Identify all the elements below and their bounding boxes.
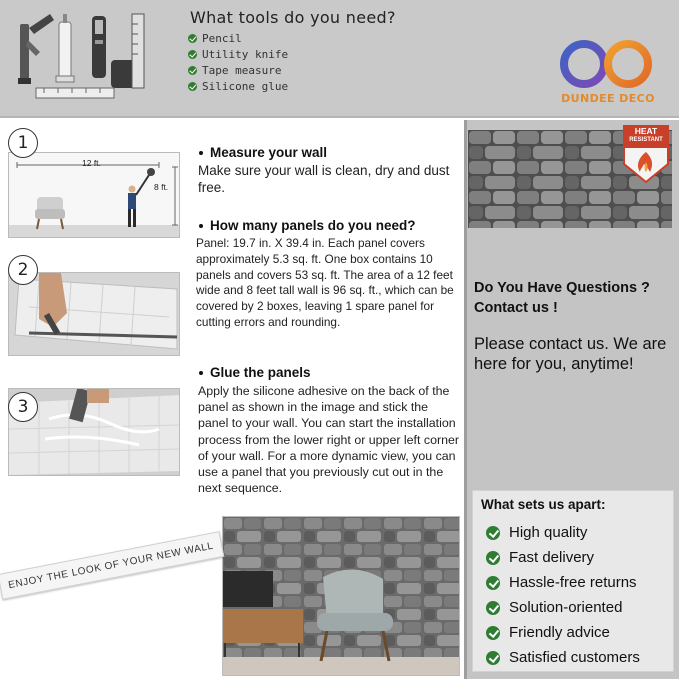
tool-label: Pencil [202, 31, 242, 45]
step-number: 3 [8, 392, 38, 422]
step-title-text: Glue the panels [210, 365, 311, 380]
resistant-label: RESISTANT [629, 137, 663, 143]
list-item [486, 520, 640, 545]
check-icon [486, 651, 500, 665]
logo-mark [552, 20, 664, 92]
step-3-text: Apply the silicone adhesive on the back of the panel as shown in the image and stick the panel to your wall. You can start the installation process from the lower right or upper left corner of your wall. For a more dynamic view, you can use a panel that you previously cut out in the next sequence. [198, 384, 460, 496]
step-1-title [199, 145, 327, 160]
step-number: 2 [8, 255, 38, 285]
tool-label: Tape measure [202, 63, 282, 77]
check-icon [486, 526, 500, 540]
step-title-text: How many panels do you need? [210, 218, 416, 233]
check-icon [188, 66, 197, 75]
heat-label: HEAT [634, 126, 658, 136]
list-item [486, 645, 640, 670]
tool-item [188, 30, 288, 46]
step-2-text: Panel: 19.7 in. X 39.4 in. Each panel covers approximately 5.3 sq. ft. One box contains 10 panels and covers 53 sq. ft. The area of a 12 feet wide and 8 feet tall wall is 96 sq. ft., which can be covered by 2 boxes, leaving 1 spare panel for cutting errors and rounding. [196, 236, 454, 329]
check-icon [188, 34, 197, 43]
step-1-text: Make sure your wall is clean, dry and dust free. [198, 163, 450, 195]
list-item [486, 620, 640, 645]
apart-title: What sets us apart: [481, 497, 606, 512]
tools-heading: What tools do you need? [190, 8, 396, 27]
tool-item [188, 78, 288, 94]
brand-logo [552, 20, 664, 110]
height-label: 8 ft. [154, 182, 169, 192]
check-icon [486, 601, 500, 615]
apart-item-label: Friendly advice [509, 624, 610, 641]
tool-item [188, 46, 288, 62]
tools-illustration [14, 10, 154, 102]
list-item [486, 545, 640, 570]
step-2-title [199, 218, 416, 233]
apart-list [486, 520, 640, 670]
contact-text: Please contact us. We are here for you, anytime! [474, 335, 667, 373]
check-icon [486, 576, 500, 590]
check-icon [486, 626, 500, 640]
step-3-title [199, 365, 311, 380]
apart-item-label: Hassle-free returns [509, 574, 637, 591]
apart-item-label: Satisfied customers [509, 649, 640, 666]
tools-list [188, 30, 288, 94]
check-icon [188, 82, 197, 91]
list-item [486, 570, 640, 595]
step-number: 1 [8, 128, 38, 158]
room-image [222, 516, 460, 676]
step-title-text: Measure your wall [210, 145, 328, 160]
cut-panel-image [8, 272, 180, 356]
bullet-icon [199, 151, 203, 155]
bullet-icon [199, 371, 203, 375]
apart-item-label: Solution-oriented [509, 599, 623, 616]
check-icon [188, 50, 197, 59]
contact-heading: Do You Have Questions ? Contact us ! [474, 280, 650, 316]
tool-item [188, 62, 288, 78]
check-icon [486, 551, 500, 565]
tool-label: Utility knife [202, 47, 289, 61]
list-item [486, 595, 640, 620]
enjoy-banner: ENJOY THE LOOK OF YOUR NEW WALL [0, 531, 224, 600]
tool-label: Silicone glue [202, 79, 289, 93]
width-label: 12 ft. [82, 158, 101, 168]
heat-resistant-badge [622, 124, 670, 184]
apart-item-label: Fast delivery [509, 549, 595, 566]
bullet-icon [199, 224, 203, 228]
apart-item-label: High quality [509, 524, 588, 541]
brand-name: DUNDEE DECO [561, 92, 655, 105]
